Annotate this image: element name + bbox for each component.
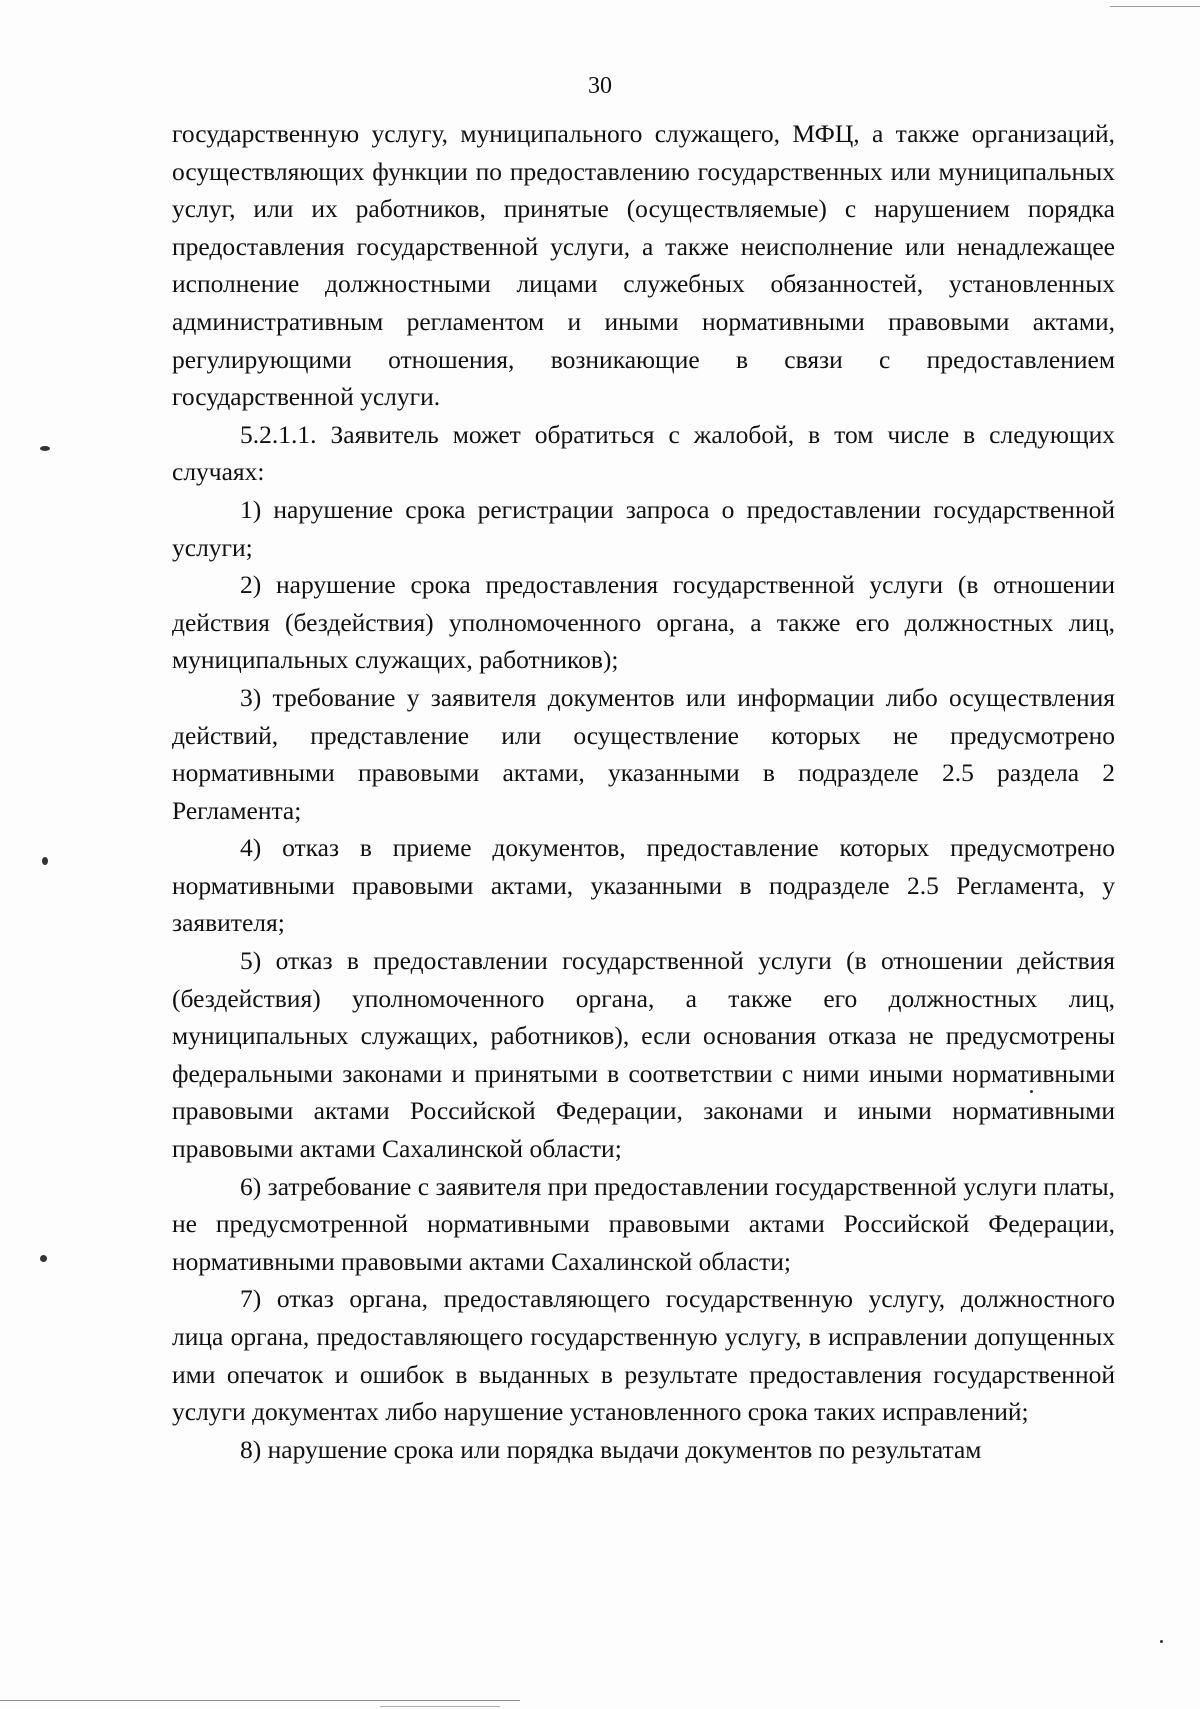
list-item-3: 3) требование у заявителя документов или информации либо осуществления действий, представление или осуществление которых не предусмотрено нормативными правовыми актами, указанными в подразделе 2.5 раздела 2 Регламента; xyxy=(172,682,1115,825)
scan-speck xyxy=(1030,1090,1033,1093)
scan-speck xyxy=(40,1255,47,1262)
list-item-1: 1) нарушение срока регистрации запроса о предоставлении государственной услуги; xyxy=(172,494,1115,562)
scan-speck xyxy=(42,857,48,865)
page-number: 30 xyxy=(588,73,612,99)
scan-edge-line xyxy=(1110,6,1200,7)
list-item-5: 5) отказ в предоставлении государственной услуги (в отношении действия (бездействия) уполномоченного органа, а также его должностных лиц, муниципальных служащих, работников), если основания отказа не предусмотрены федеральными законами и принятыми в соответствии с ними иными нормативными правовыми актами Российской Федерации, законами и иными нормативными правовыми актами Сахалинской области; xyxy=(172,946,1115,1164)
paragraph-clause-5-2-1-1: 5.2.1.1. Заявитель может обратиться с жалобой, в том числе в следующих случаях: xyxy=(172,419,1115,487)
list-item-8: 8) нарушение срока или порядка выдачи документов по результатам xyxy=(240,1434,982,1464)
list-item-6: 6) затребование с заявителя при предоставлении государственной услуги платы, не предусмотренной нормативными правовыми актами Российской Федерации, нормативными правовыми актами Сахалинской области; xyxy=(172,1171,1115,1276)
scan-speck xyxy=(40,446,50,451)
list-item-7: 7) отказ органа, предоставляющего государственную услугу, должностного лица органа, предоставляющего государственную услугу, в исправлении допущенных ими опечаток и ошибок в выданных в результате предоставления государственной услуги документах либо нарушение установленного срока таких исправлений; xyxy=(172,1284,1115,1427)
list-item-2: 2) нарушение срока предоставления государственной услуги (в отношении действия (бездействия) уполномоченного органа, а также его должностных лиц, муниципальных служащих, работников); xyxy=(172,570,1115,675)
scan-speck xyxy=(1160,1640,1163,1643)
scan-edge-line xyxy=(380,1706,500,1707)
paragraph-continuation: государственную услугу, муниципального служащего, МФЦ, а также организаций, осуществляющих функции по предоставлению государственных или муниципальных услуг, или их работников, принятые (осуществляемые) с нарушением порядка предоставления государственной услуги, а также неисполнение или ненадлежащее исполнение должностными лицами служебных обязанностей, установленных административным регламентом и иными нормативными правовыми актами, регулирующими отношения, возникающие в связи с предоставлением государственной услуги. xyxy=(172,119,1115,412)
list-item-4: 4) отказ в приеме документов, предоставление которых предусмотрено нормативными правовыми актами, указанными в подразделе 2.5 Регламента, у заявителя; xyxy=(172,833,1115,938)
document-body xyxy=(172,115,1115,1468)
scan-edge-line xyxy=(0,1700,520,1701)
